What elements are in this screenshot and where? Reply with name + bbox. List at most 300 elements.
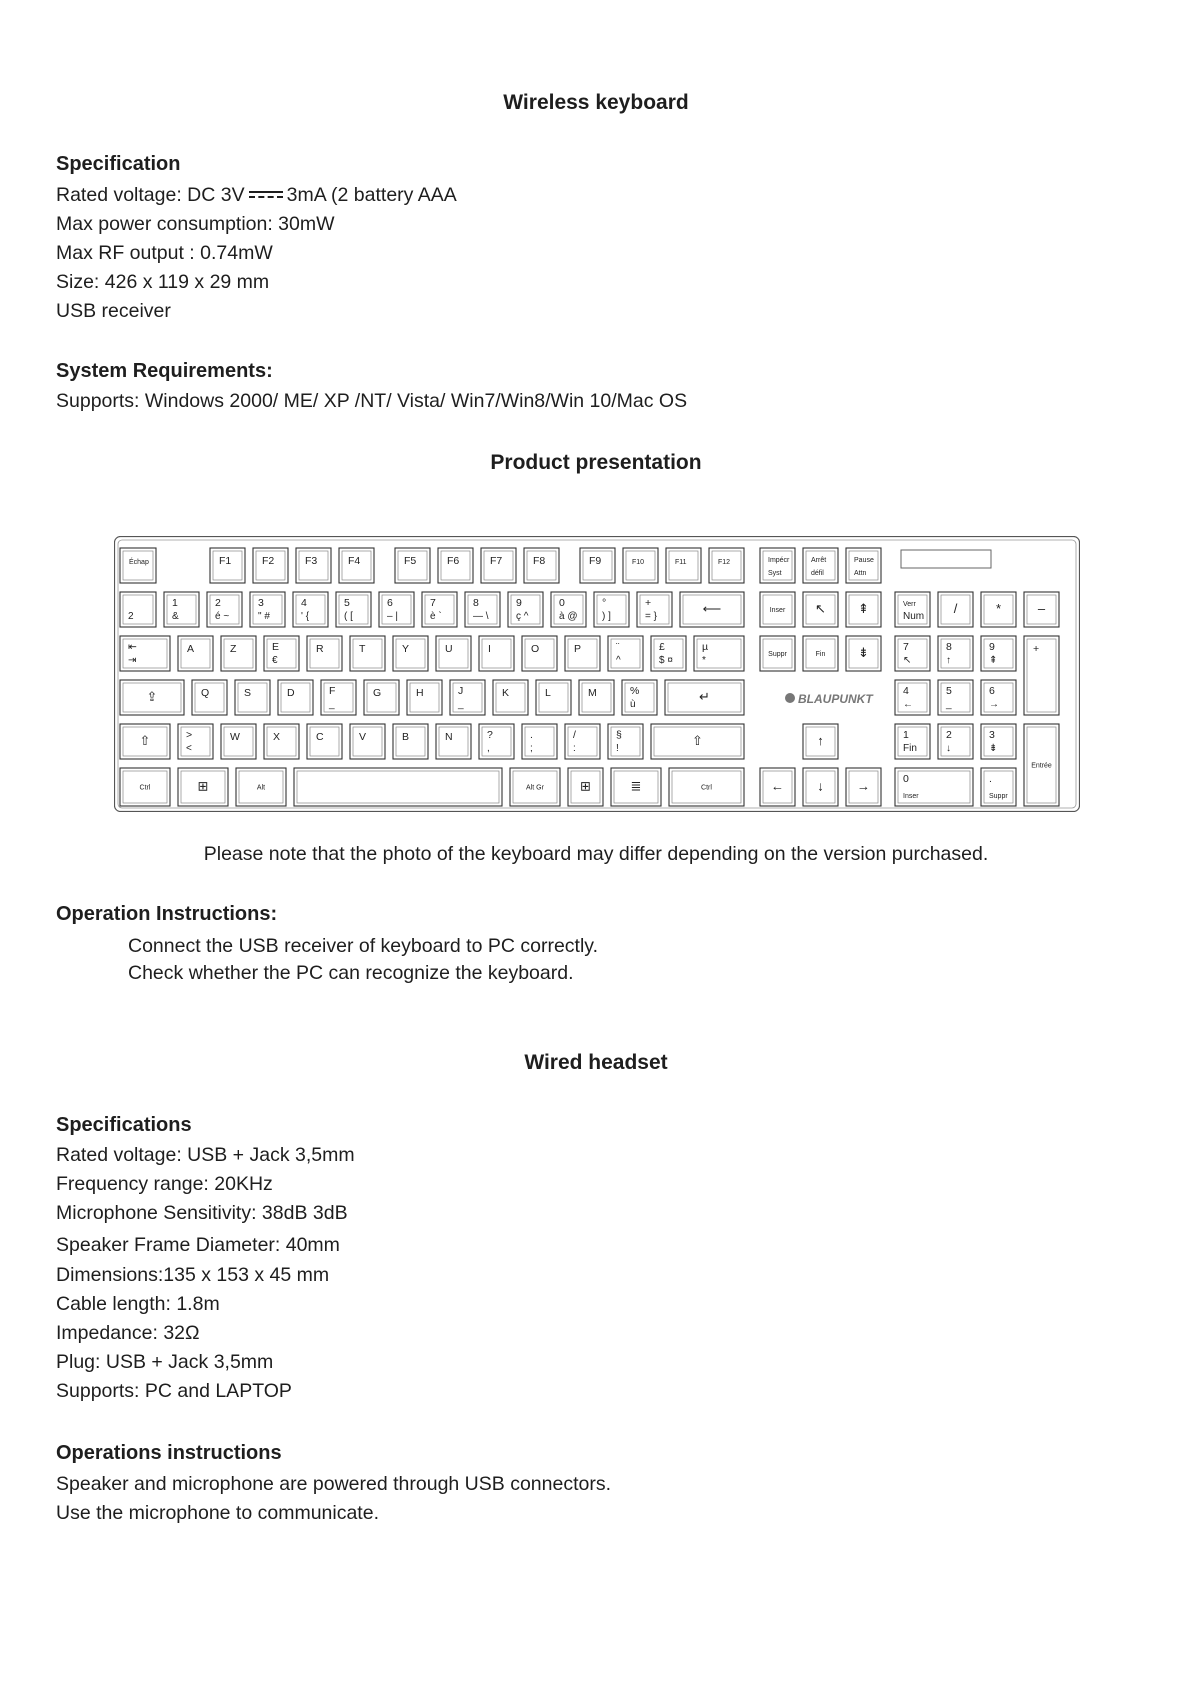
key-label: µ xyxy=(702,641,709,653)
key-label: Impécr xyxy=(768,557,790,564)
keyboard-key xyxy=(422,592,457,627)
keyboard-key xyxy=(846,768,881,806)
keyboard-key xyxy=(803,592,838,627)
key-label: 5 xyxy=(344,597,350,609)
key-outline xyxy=(120,592,156,627)
keyboard-key xyxy=(339,548,374,583)
keyboard-key xyxy=(192,680,227,715)
key-sublabel: ) ] xyxy=(602,611,611,622)
keyboard-key xyxy=(120,592,156,627)
key-label: F xyxy=(329,685,336,697)
key-label: ↑ xyxy=(817,733,824,749)
key-label: 8 xyxy=(946,641,952,653)
key-outline xyxy=(938,680,973,715)
key-label: Y xyxy=(402,643,410,655)
key-label: R xyxy=(316,643,324,655)
key-outline xyxy=(307,724,342,759)
key-label: + xyxy=(1033,643,1040,655)
keyboard-key xyxy=(210,548,245,583)
key-label: / xyxy=(953,601,958,617)
key-sublabel: 2 xyxy=(128,611,134,622)
key-sublabel: _ xyxy=(458,699,464,710)
keyboard-key xyxy=(895,768,973,806)
spec-max-rf: Max RF output : 0.74mW xyxy=(56,242,273,264)
key-label: 0 xyxy=(903,773,909,785)
key-label: ≣ xyxy=(630,778,642,794)
keyboard-key xyxy=(221,724,256,759)
keyboard-key xyxy=(250,592,285,627)
key-label: ← xyxy=(771,778,784,794)
keyboard-key xyxy=(803,724,838,759)
key-label: F5 xyxy=(404,555,417,567)
key-sublabel: é ~ xyxy=(215,611,230,622)
key-label: ¨ xyxy=(616,641,620,653)
key-outline xyxy=(393,724,428,759)
keyboard-key xyxy=(803,548,838,583)
key-label: Suppr xyxy=(768,650,787,658)
key-label: F6 xyxy=(447,555,460,567)
key-label: . xyxy=(989,773,992,785)
key-outline xyxy=(393,636,428,671)
key-label: E xyxy=(272,641,280,653)
key-label: 6 xyxy=(387,597,393,609)
key-label: F11 xyxy=(675,559,687,566)
key-outline xyxy=(178,636,213,671)
headset-op-heading: Operations instructions xyxy=(56,1442,282,1464)
key-outline xyxy=(493,680,528,715)
key-label: D xyxy=(287,687,295,699)
key-sublabel: – | xyxy=(387,611,398,622)
keyboard-key xyxy=(846,548,881,583)
key-outline xyxy=(294,768,502,806)
keyboard-op-line-2: Check whether the PC can recognize the keyboard. xyxy=(128,962,574,984)
keyboard-key xyxy=(608,724,643,759)
sysreq-text: Supports: Windows 2000/ ME/ XP /NT/ Vista/ Win7/Win8/Win 10/Mac OS xyxy=(56,390,688,412)
key-label: M xyxy=(588,687,597,699)
keyboard-key xyxy=(594,592,629,627)
keyboard-key xyxy=(393,636,428,671)
key-sublabel: ↑ xyxy=(946,655,951,666)
keyboard-key xyxy=(938,724,973,759)
keyboard-op-heading: Operation Instructions: xyxy=(56,903,278,925)
key-label: F7 xyxy=(490,555,503,567)
key-label: F10 xyxy=(632,559,645,566)
keyboard-key xyxy=(895,592,930,627)
keyboard-key xyxy=(651,636,686,671)
keyboard-key xyxy=(981,592,1016,627)
key-sublabel: < xyxy=(186,743,192,754)
keyboard-spec-heading: Specification xyxy=(56,153,181,175)
keyboard-key xyxy=(1024,636,1059,715)
key-outline xyxy=(760,548,795,583)
keyboard-key xyxy=(264,724,299,759)
key-label: / xyxy=(573,729,576,741)
key-sublabel: ! xyxy=(616,743,619,754)
keyboard-key xyxy=(895,724,930,759)
key-sublabel: & xyxy=(172,611,179,622)
keyboard-key xyxy=(665,680,744,715)
key-label: ? xyxy=(487,729,493,741)
key-outline xyxy=(622,680,657,715)
keyboard-key xyxy=(580,548,615,583)
key-outline xyxy=(895,636,930,671)
key-label: 9 xyxy=(516,597,522,609)
key-label: O xyxy=(531,643,540,655)
key-sublabel: Num xyxy=(903,611,925,622)
keyboard-key xyxy=(803,636,838,671)
key-label: 2 xyxy=(215,597,221,609)
keyboard-key xyxy=(895,636,930,671)
key-outline xyxy=(846,548,881,583)
keyboard-key xyxy=(938,636,973,671)
key-sublabel: Syst xyxy=(768,570,782,577)
headset-op-line-1: Speaker and microphone are powered through USB connectors. xyxy=(56,1473,611,1495)
key-label: Alt Gr xyxy=(526,784,544,792)
key-label: * xyxy=(995,601,1002,617)
key-sublabel: ^ xyxy=(616,655,621,666)
key-label: F9 xyxy=(589,555,602,567)
brand-logo-text: BLAUPUNKT xyxy=(798,692,873,706)
key-outline xyxy=(938,724,973,759)
key-outline xyxy=(264,724,299,759)
key-sublabel: — \ xyxy=(473,611,489,622)
key-label: T xyxy=(359,643,366,655)
key-label: ⊞ xyxy=(197,778,209,794)
key-label: 6 xyxy=(989,685,995,697)
key-outline xyxy=(608,724,643,759)
key-outline xyxy=(307,636,342,671)
keyboard-key xyxy=(221,636,256,671)
keyboard-key xyxy=(207,592,242,627)
key-outline xyxy=(178,724,213,759)
key-outline xyxy=(350,724,385,759)
keyboard-key xyxy=(760,636,795,671)
keyboard-key xyxy=(465,592,500,627)
key-outline xyxy=(164,592,199,627)
key-outline xyxy=(278,680,313,715)
headset-spec-impedance: Impedance: 32Ω xyxy=(56,1322,200,1344)
keyboard-key xyxy=(524,548,559,583)
key-label: C xyxy=(316,731,324,743)
keyboard-key xyxy=(278,680,313,715)
key-label: ↵ xyxy=(699,689,710,705)
spec-rated-voltage-suffix: 3mA (2 battery AAA xyxy=(286,184,457,206)
keyboard-key xyxy=(651,724,744,759)
photo-note: Please note that the photo of the keyboard may differ depending on the version purchased. xyxy=(203,843,989,865)
key-label: Alt xyxy=(256,784,266,792)
key-sublabel: ⇥ xyxy=(128,655,137,666)
keyboard-key xyxy=(321,680,356,715)
key-label: U xyxy=(445,643,453,655)
keyboard-key xyxy=(981,768,1016,806)
key-label: 7 xyxy=(430,597,436,609)
key-label: B xyxy=(402,731,410,743)
key-sublabel: ← xyxy=(903,699,913,710)
key-label: F1 xyxy=(219,555,232,567)
keyboard-key xyxy=(293,592,328,627)
keyboard-key xyxy=(981,724,1016,759)
keyboard-key xyxy=(637,592,672,627)
key-label: Entrée xyxy=(1031,762,1052,770)
key-label: Q xyxy=(201,687,210,699)
keyboard-key xyxy=(350,724,385,759)
key-label: Inser xyxy=(769,606,786,614)
key-sublabel: $ ¤ xyxy=(659,655,673,666)
key-label: 3 xyxy=(989,729,995,741)
keyboard-key xyxy=(623,548,658,583)
key-label: . xyxy=(530,729,533,741)
key-label: ⟵ xyxy=(702,601,722,617)
spec-size: Size: 426 x 119 x 29 mm xyxy=(56,271,270,293)
key-label: F3 xyxy=(305,555,318,567)
keyboard-key xyxy=(522,724,557,759)
key-outline xyxy=(192,680,227,715)
keyboard-key xyxy=(264,636,299,671)
headset-spec-heading: Specifications xyxy=(56,1114,192,1136)
keyboard-key xyxy=(611,768,661,806)
key-label: 2 xyxy=(946,729,952,741)
key-sublabel: ' { xyxy=(301,611,310,622)
key-label: § xyxy=(616,729,622,741)
key-sublabel: : xyxy=(573,743,576,754)
headset-spec-cable: Cable length: 1.8m xyxy=(56,1293,220,1315)
key-label: F2 xyxy=(262,555,275,567)
keyboard-key xyxy=(608,636,643,671)
key-label: A xyxy=(187,643,195,655)
key-label: 7 xyxy=(903,641,909,653)
key-label: > xyxy=(186,729,193,741)
key-label: ↓ xyxy=(817,778,824,794)
key-sublabel: " # xyxy=(258,611,270,622)
key-outline xyxy=(522,636,557,671)
keyboard-key xyxy=(938,680,973,715)
key-sublabel: ù xyxy=(630,699,636,710)
key-outline xyxy=(436,636,471,671)
keyboard-key xyxy=(669,768,744,806)
key-label: ⇪ xyxy=(146,689,158,705)
keyboard-key xyxy=(307,636,342,671)
keyboard-key xyxy=(508,592,543,627)
sysreq-heading: System Requirements: xyxy=(56,360,273,382)
headset-spec-mic-sensitivity: Microphone Sensitivity: 38dB 3dB xyxy=(56,1202,348,1224)
key-outline xyxy=(608,636,643,671)
key-label: G xyxy=(373,687,382,699)
keyboard-key xyxy=(120,680,184,715)
keyboard-key xyxy=(379,592,414,627)
key-label: + xyxy=(645,597,652,609)
key-label: £ xyxy=(659,641,665,653)
key-label: ⇧ xyxy=(692,733,703,749)
keyboard-key xyxy=(120,724,170,759)
spec-max-power: Max power consumption: 30mW xyxy=(56,213,335,235)
brand-logo-icon xyxy=(785,693,795,703)
keyboard-key xyxy=(120,548,156,583)
keyboard-key xyxy=(294,768,502,806)
key-sublabel: défil xyxy=(811,570,824,577)
key-label: 5 xyxy=(946,685,952,697)
key-label: ⇞ xyxy=(858,601,869,617)
key-outline xyxy=(479,636,514,671)
keyboard-key xyxy=(579,680,614,715)
key-label: L xyxy=(545,687,551,699)
key-sublabel: ↖ xyxy=(903,655,912,666)
key-sublabel: Fin xyxy=(903,743,917,754)
key-label: 1 xyxy=(172,597,178,609)
key-label: Z xyxy=(230,643,237,655)
key-outline xyxy=(264,636,299,671)
headset-spec-frequency: Frequency range: 20KHz xyxy=(56,1173,273,1195)
headset-op-line-2: Use the microphone to communicate. xyxy=(56,1502,379,1524)
key-label: % xyxy=(630,685,640,697)
keyboard-key xyxy=(436,636,471,671)
key-label: 1 xyxy=(903,729,909,741)
keyboard-key xyxy=(236,768,286,806)
key-outline xyxy=(450,680,485,715)
key-outline xyxy=(293,592,328,627)
key-label: W xyxy=(230,731,240,743)
spec-rated-voltage-prefix: Rated voltage: DC 3V xyxy=(56,184,245,206)
key-label: 0 xyxy=(559,597,565,609)
key-outline xyxy=(235,680,270,715)
key-outline xyxy=(803,548,838,583)
keyboard-key xyxy=(253,548,288,583)
key-label: S xyxy=(244,687,252,699)
key-label: I xyxy=(488,643,491,655)
key-label: ⇤ xyxy=(128,641,137,653)
key-sublabel: , xyxy=(487,743,490,754)
key-label: J xyxy=(458,685,464,697)
key-sublabel: ⇟ xyxy=(989,743,998,754)
keyboard-key xyxy=(407,680,442,715)
spec-rated-voltage xyxy=(56,184,457,207)
key-label: 3 xyxy=(258,597,264,609)
keyboard-key xyxy=(350,636,385,671)
keyboard-key xyxy=(336,592,371,627)
keyboard-key xyxy=(481,548,516,583)
key-outline xyxy=(436,724,471,759)
key-outline xyxy=(938,636,973,671)
key-label: – xyxy=(1037,601,1046,617)
keyboard-key xyxy=(760,548,795,583)
key-label: K xyxy=(502,687,510,699)
key-outline xyxy=(407,680,442,715)
keyboard-key xyxy=(565,636,600,671)
key-sublabel: _ xyxy=(329,699,335,710)
key-label: H xyxy=(416,687,424,699)
keyboard-op-line-1: Connect the USB receiver of keyboard to PC correctly. xyxy=(128,935,599,957)
keyboard-key xyxy=(760,768,795,806)
key-label: 4 xyxy=(903,685,909,697)
key-label: F8 xyxy=(533,555,546,567)
keyboard-key xyxy=(393,724,428,759)
key-outline xyxy=(479,724,514,759)
key-sublabel: € xyxy=(272,655,278,666)
keyboard-key xyxy=(178,724,213,759)
keyboard-key xyxy=(1024,724,1059,806)
key-sublabel: = } xyxy=(645,611,657,622)
key-label: ↖ xyxy=(815,601,826,617)
keyboard-key xyxy=(510,768,560,806)
key-sublabel: è ` xyxy=(430,611,442,622)
keyboard-key xyxy=(307,724,342,759)
keyboard-key xyxy=(846,636,881,671)
key-sublabel: à @ xyxy=(559,611,578,622)
keyboard-key xyxy=(846,592,881,627)
key-sublabel: _ xyxy=(946,699,952,710)
key-label: → xyxy=(857,778,870,794)
key-label: 9 xyxy=(989,641,995,653)
keyboard-key xyxy=(296,548,331,583)
headset-spec-rated-voltage: Rated voltage: USB + Jack 3,5mm xyxy=(56,1144,355,1166)
keyboard-key xyxy=(364,680,399,715)
key-label: Fin xyxy=(815,650,826,658)
key-label: V xyxy=(359,731,367,743)
key-sublabel: ( [ xyxy=(344,611,353,622)
key-label: Arrêt xyxy=(811,557,827,564)
keyboard-key xyxy=(709,548,744,583)
keyboard-key xyxy=(436,724,471,759)
key-outline xyxy=(981,724,1016,759)
key-label: 4 xyxy=(301,597,307,609)
key-outline xyxy=(221,636,256,671)
key-label: X xyxy=(273,731,281,743)
key-outline xyxy=(321,680,356,715)
keyboard-key xyxy=(164,592,199,627)
key-outline xyxy=(364,680,399,715)
keyboard-diagram xyxy=(114,536,1080,812)
headset-spec-plug: Plug: USB + Jack 3,5mm xyxy=(56,1351,274,1373)
headset-spec-dimensions: Dimensions:135 x 153 x 45 mm xyxy=(56,1264,330,1286)
key-label: ° xyxy=(602,597,607,609)
key-outline xyxy=(336,592,371,627)
key-outline xyxy=(981,636,1016,671)
keyboard-key xyxy=(536,680,571,715)
keyboard-key xyxy=(522,636,557,671)
key-outline xyxy=(1024,636,1059,715)
key-label: ⇟ xyxy=(858,645,869,661)
keyboard-key xyxy=(981,680,1016,715)
key-outline xyxy=(565,724,600,759)
key-label: 8 xyxy=(473,597,479,609)
key-sublabel: Inser xyxy=(903,793,919,800)
key-label: Ctrl xyxy=(139,784,151,792)
keyboard-key xyxy=(438,548,473,583)
spec-usb-receiver: USB receiver xyxy=(56,300,171,322)
key-label: Pause xyxy=(854,557,874,564)
keyboard-key xyxy=(1024,592,1059,627)
keyboard-key xyxy=(568,768,603,806)
keyboard-key xyxy=(981,636,1016,671)
headset-title: Wired headset xyxy=(524,1051,668,1074)
keyboard-key xyxy=(450,680,485,715)
keyboard-key xyxy=(479,636,514,671)
key-sublabel: * xyxy=(702,655,706,666)
keyboard-key xyxy=(551,592,586,627)
keyboard-key xyxy=(178,636,213,671)
key-outline xyxy=(350,636,385,671)
keyboard-key xyxy=(479,724,514,759)
keyboard-key xyxy=(120,768,170,806)
key-label: N xyxy=(445,731,453,743)
key-label: Verr xyxy=(903,601,916,608)
dc-symbol-icon xyxy=(249,189,283,199)
key-sublabel: → xyxy=(989,699,999,710)
keyboard-key xyxy=(694,636,744,671)
presentation-title: Product presentation xyxy=(490,451,702,474)
key-label: Échap xyxy=(129,559,149,566)
keyboard-key xyxy=(895,680,930,715)
key-outline xyxy=(594,592,629,627)
